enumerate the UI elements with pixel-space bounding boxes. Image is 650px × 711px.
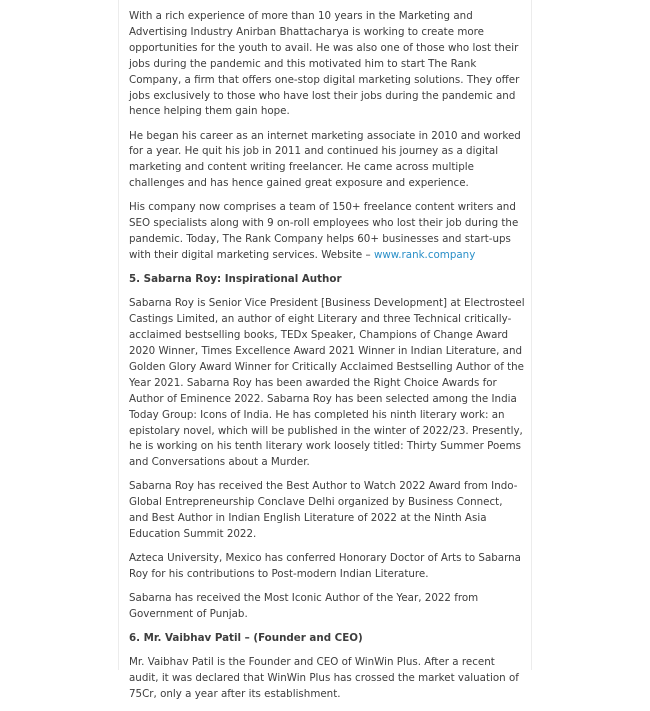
section-heading-sabarna-roy: 5. Sabarna Roy: Inspirational Author [129, 273, 342, 286]
paragraph-sabarna-doctorate: Azteca University, Mexico has conferred Honorary Doctor of Arts to Sabarna Roy for his contributions to Post-modern Indian Literature. [129, 552, 521, 581]
section-heading-vaibhav-patil: 6. Mr. Vaibhav Patil – (Founder and CEO) [129, 632, 363, 645]
article-body [129, 9, 525, 711]
paragraph-rank-company [129, 200, 525, 264]
paragraph-sabarna-awards: Sabarna Roy has received the Best Author to Watch 2022 Award from Indo-Global Entrepreneurship Conclave Delhi organized by Business Connect, and Best Author in Indian English Literature of 2022 at the Ninth Asia Education Summit 2022. [129, 480, 518, 541]
paragraph-anirban-career: He began his career as an internet marketing associate in 2010 and worked for a year. He quit his job in 2011 and continued his journey as a digital marketing and content writing freelancer. He came across multiple challenges and has hence gained great exposure and experience. [129, 129, 521, 190]
paragraph-sabarna-bio: Sabarna Roy is Senior Vice President [Business Development] at Electrosteel Castings Limited, an author of eight Literary and three Technical critically-acclaimed bestselling books, TEDx Speaker, Champions of Change Award 2020 Winner, Times Excellence Award 2021 Winner in Indian Literature, and Golden Glory Award Winner for Critically Acclaimed Bestselling Author of the Year 2021. Sabarna Roy has been awarded the Right Choice Awards for Author of Eminence 2022. Sabarna Roy has been selected among the India Today Group: Icons of India. He has completed his ninth literary work: an epistolary novel, which will be published in the winter of 2022/23. Presently, he is working on his tenth literary work loosely titled: Thirty Summer Poems and Conversations about a Murder. [129, 297, 525, 469]
paragraph-anirban-intro: With a rich experience of more than 10 years in the Marketing and Advertising Industry Anirban Bhattacharya is working to create more opportunities for the youth to avail. He was also one of those who lost their jobs during the pandemic and this motivated him to start The Rank Company, a firm that offers one-stop digital marketing solutions. They offer jobs exclusively to those who have lost their jobs during the pandemic and hence helping them gain hope. [129, 10, 520, 118]
website-link[interactable]: www.rank.company [373, 249, 476, 262]
rank-company-text: His company now comprises a team of 150+ freelance content writers and SEO specialists along with 9 on-roll employees who lost their job during the pandemic. Today, The Rank Company helps 60+ businesses and start-ups with their digital marketing services. Website – [129, 201, 519, 262]
paragraph-vaibhav-bio: Mr. Vaibhav Patil is the Founder and CEO of WinWin Plus. After a recent audit, it was declared that WinWin Plus has crossed the market valuation of 75Cr, only a year after its establishment. [129, 656, 519, 701]
paragraph-sabarna-iconic: Sabarna has received the Most Iconic Author of the Year, 2022 from Government of Punjab. [129, 592, 479, 621]
